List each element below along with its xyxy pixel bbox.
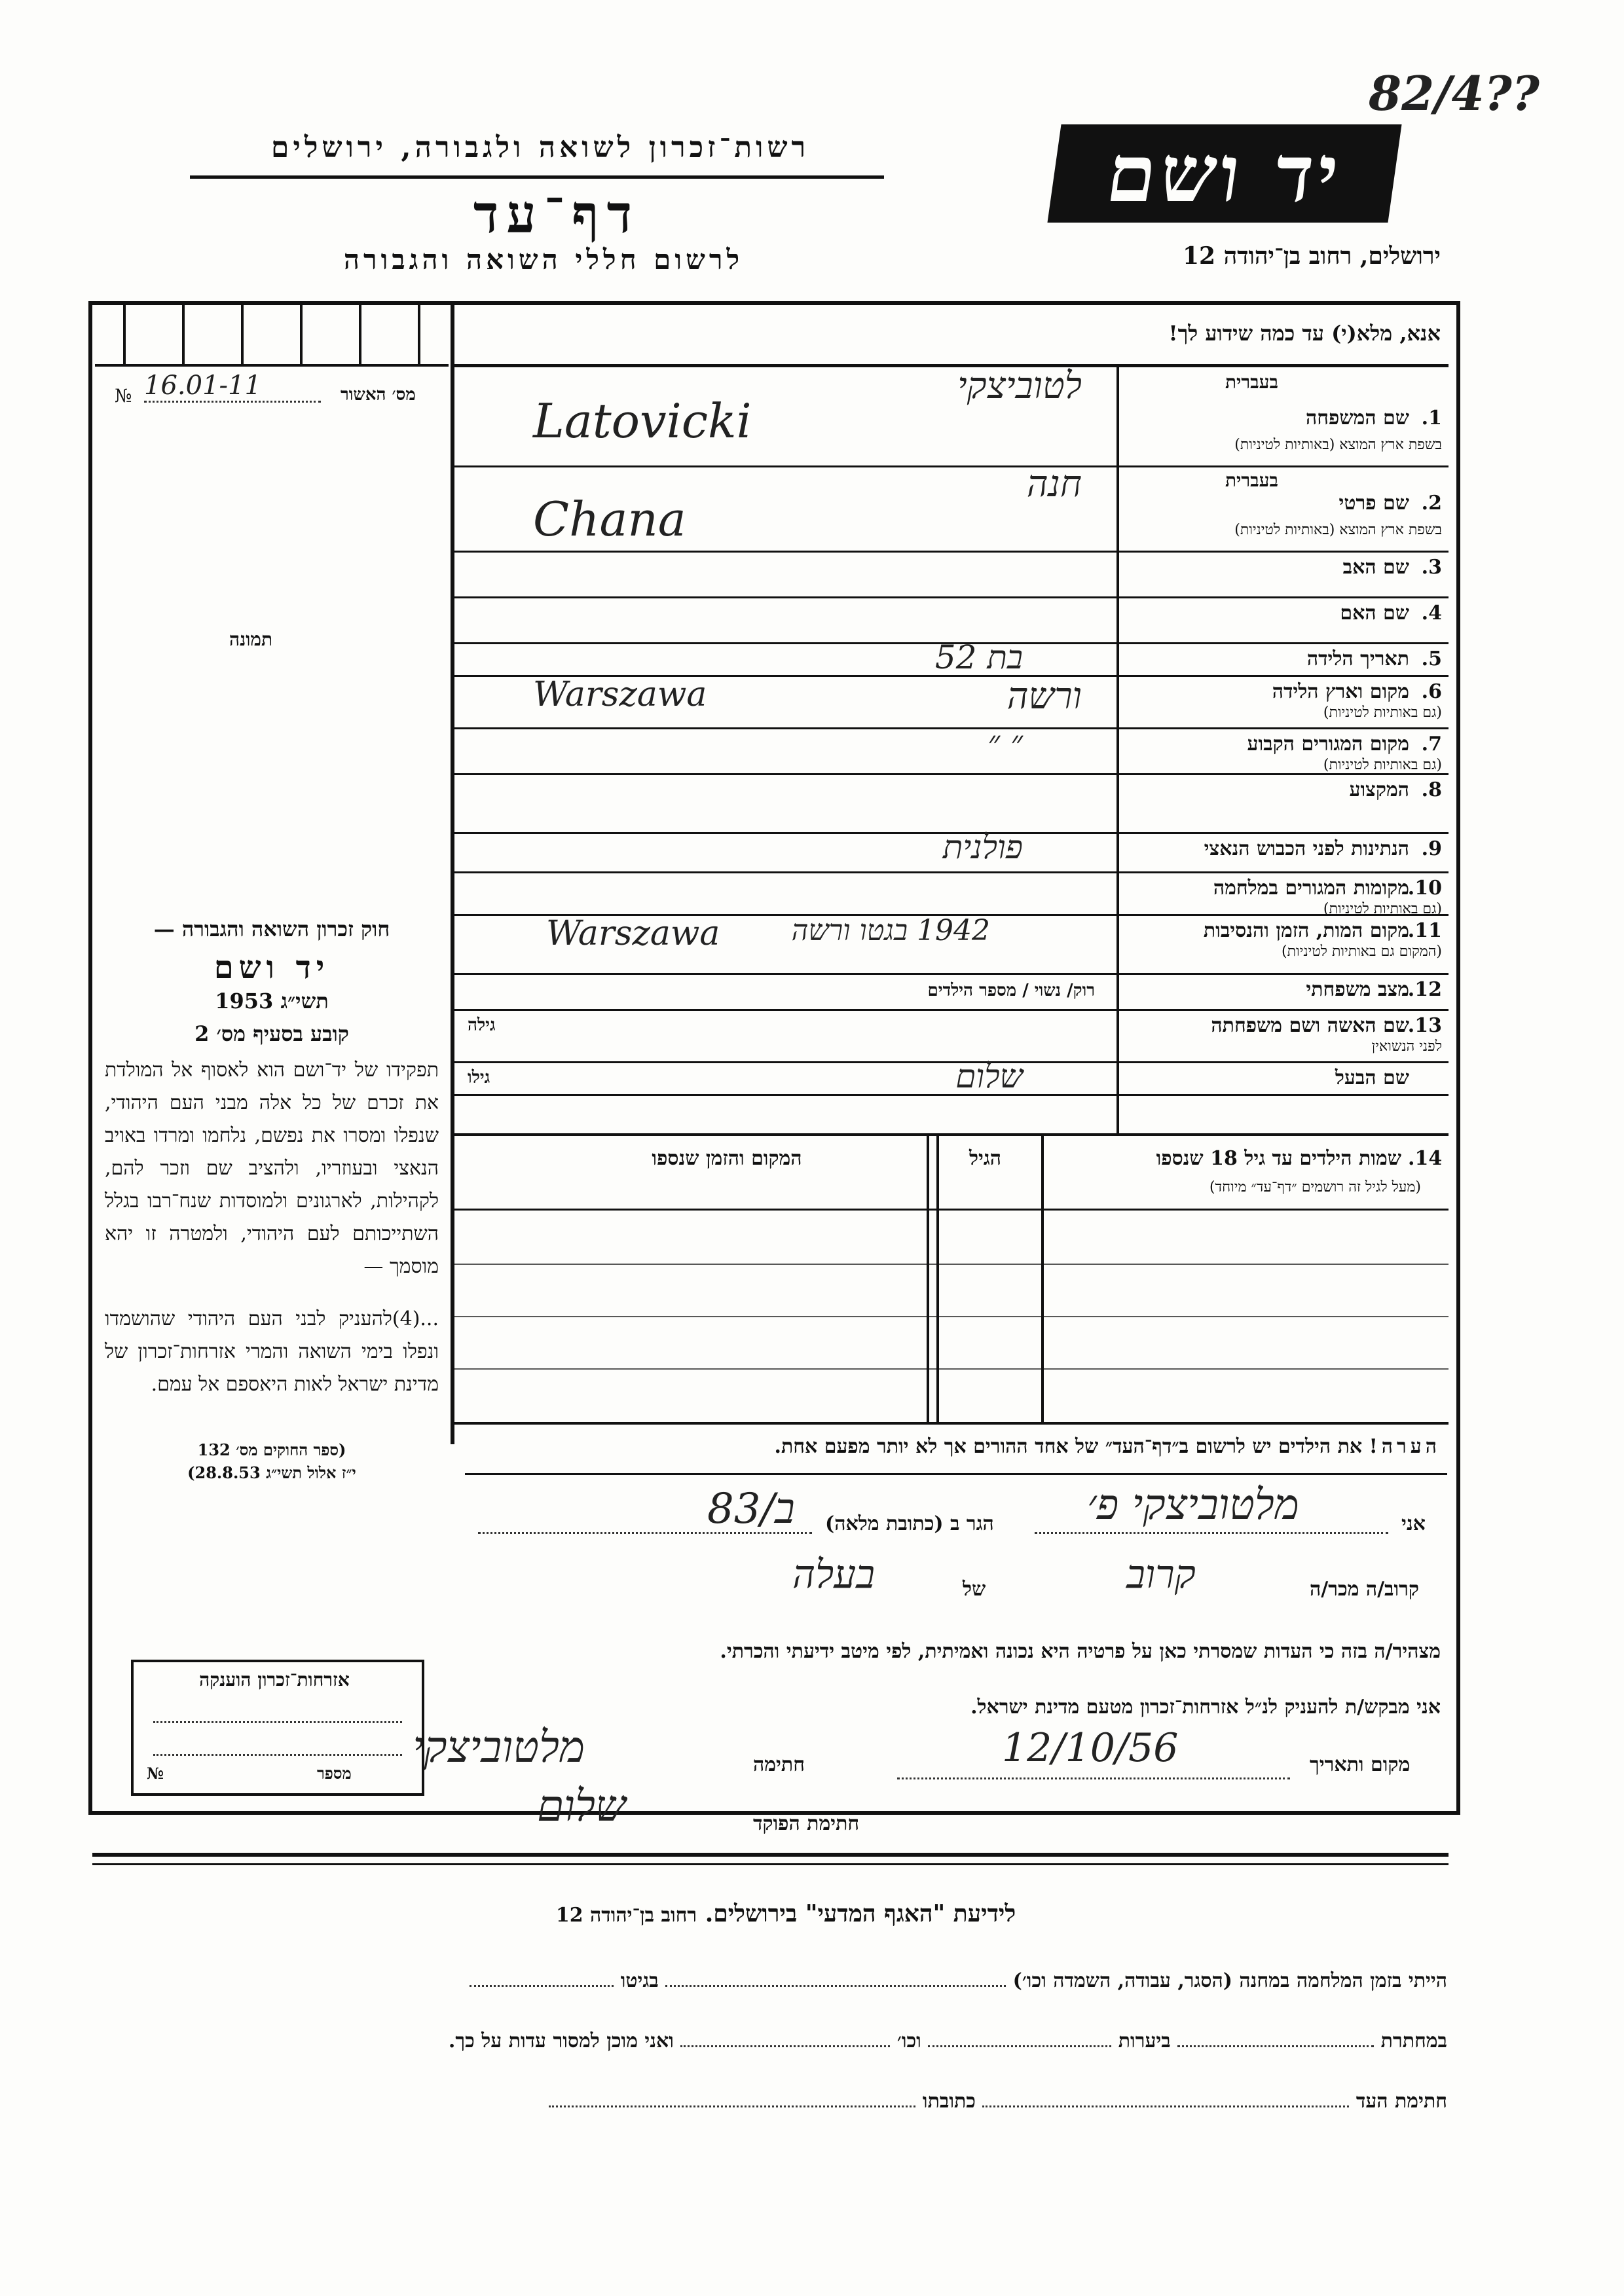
- law-source: (ספר החוקים מס׳ 132: [197, 1440, 346, 1459]
- children-row-1: [454, 1264, 1449, 1265]
- institute-title: לידיעת "האגף המדעי" בירושלים.: [705, 1900, 1016, 1927]
- field-label: מצב משפחתי: [1306, 978, 1409, 1001]
- registration-label: מס׳ האשור: [341, 385, 416, 405]
- field-row: [454, 638, 1449, 677]
- law-title: חוק זכרון השואה והגבורה —: [153, 917, 390, 941]
- institute-line-3: [92, 2090, 1447, 2113]
- institute-line-1: [92, 1969, 1447, 1992]
- decl-date-line: [897, 1777, 1290, 1779]
- field-label: שם האם: [1340, 602, 1409, 625]
- field-row: [454, 465, 1449, 553]
- field-num: 5.: [1421, 647, 1442, 670]
- field-sublabel: בשפת ארץ המוצא (באותיות לטיניות): [1234, 522, 1442, 538]
- citizenship-line-2: [153, 1754, 402, 1756]
- field-label: שם האב: [1342, 556, 1409, 579]
- children-row-3: [454, 1368, 1449, 1370]
- field-label: שם האשה ושם משפחתה: [1211, 1014, 1409, 1037]
- children-col-1: [1041, 1136, 1044, 1424]
- field-row: [454, 1009, 1449, 1063]
- children-bottom-line: [454, 1422, 1449, 1425]
- law-year: תשי״ג 1953: [215, 989, 329, 1013]
- age-label: גילו: [468, 1068, 490, 1087]
- law-text: תפקידו של יד־ושם הוא לאסוף אל המולדת את זכרם של כל אלה מבני העם היהודי, שנפלו ומסרו את נפשם, נלחמו ומרדו באויב הנאצי ובעוזריו, ולהציב שם וזכר להם, לקהילות, לארגונים ולמוסדות שנח־רבו בגלל השתייכותם לעם היהודי, ולמטרה זו יהא מוסמך —: [105, 1059, 439, 1278]
- institute-row: [393, 1900, 1179, 1927]
- children-age-header: הגיל: [969, 1147, 1002, 1170]
- institute-line-1-text: הייתי בזמן המלחמה במחנה (הסגר, עבודה, השמדה וכו׳): [1012, 1969, 1447, 1992]
- children-col-2b: [936, 1136, 939, 1424]
- witness-signature-label: חתימת העד: [1356, 2090, 1447, 2113]
- field-num: 11.: [1407, 919, 1442, 942]
- decl-ani-line: [1035, 1532, 1388, 1534]
- field-row: [454, 914, 1449, 975]
- field-row: [454, 1057, 1449, 1096]
- logo-text: יד ושם: [1101, 127, 1348, 220]
- field-sublabel: (גם באותיות לטיניות): [1323, 704, 1442, 721]
- children-place-header: המקום והזמן שנספו: [652, 1147, 802, 1170]
- citizenship-line-1: [153, 1721, 402, 1723]
- citizenship-num-prefix: №: [147, 1764, 164, 1783]
- note-bottom-line: [465, 1473, 1447, 1475]
- handwritten-latin: Warszawa: [546, 914, 720, 953]
- handwritten-hebrew: חנה: [1026, 463, 1082, 505]
- field-row: [454, 773, 1449, 834]
- photo-label: תמונה: [229, 629, 273, 650]
- children-row-2: [454, 1316, 1449, 1317]
- decl-ani: אני: [1401, 1512, 1426, 1535]
- bottom-double-line-1: [92, 1853, 1449, 1857]
- decl-officer-hand: שלום: [537, 1781, 626, 1831]
- law-source-2: י״ז אלול תשי״ג 28.8.53): [187, 1463, 356, 1482]
- decl-relative-hand: קרוב: [1126, 1552, 1196, 1597]
- field-sublabel: בשפת ארץ המוצא (באותיות לטיניות): [1234, 437, 1442, 453]
- decl-of-hand: בעלה: [792, 1552, 876, 1597]
- handwritten-hebrew: ורשה: [1006, 675, 1082, 718]
- field-label: מקום המות, הזמן והנסיבות: [1203, 919, 1409, 942]
- field-row: [454, 596, 1449, 644]
- children-top-line: [454, 1133, 1449, 1136]
- handwritten-hebrew: לטוביצקי: [957, 365, 1082, 407]
- age-label: גילה: [468, 1015, 496, 1035]
- field-sublabel: (גם באותיות לטיניות): [1323, 901, 1442, 917]
- checkbox-strip: [95, 305, 449, 367]
- law-name: יד ושם: [213, 949, 330, 986]
- children-col-2: [927, 1136, 929, 1424]
- field-row: [454, 871, 1449, 916]
- handwritten-latin: Chana: [533, 492, 686, 547]
- field-num: 9.: [1421, 837, 1442, 860]
- citizenship-title: אזרחות־זכרון הוענקה: [199, 1669, 350, 1690]
- field-label: מקום וארץ הלידה: [1272, 680, 1409, 703]
- handwritten-latin: Latovicki: [533, 393, 752, 448]
- citizenship-num-label: מספר: [317, 1764, 352, 1783]
- registration-prefix: №: [115, 385, 132, 407]
- institute-etc: וכו׳: [896, 2030, 921, 2052]
- institute-forests: ביערות: [1118, 2030, 1171, 2052]
- decl-place-date-label: מקום ותאריך: [1310, 1753, 1411, 1776]
- field-label: שם הבעל: [1335, 1066, 1409, 1089]
- field-sublabel: (המקום גם באותיות לטיניות): [1282, 943, 1442, 960]
- field-row: [454, 675, 1449, 729]
- bottom-double-line-2: [92, 1863, 1449, 1865]
- decl-officer-label: חתימת הפוקד: [753, 1812, 860, 1835]
- handwritten-hebrew: 1942 בגטו ורשה: [791, 914, 990, 947]
- instructions: אנא, מלא(י) עד כמה שידוע לך!: [1168, 321, 1441, 346]
- field-label: הנתינות לפני הכבוש הנאצי: [1204, 837, 1409, 860]
- decl-address-hand: 83/ב: [707, 1485, 795, 1533]
- children-num: 14.: [1408, 1147, 1443, 1170]
- decl-signature-label: חתימה: [753, 1753, 805, 1776]
- handwritten-value: פולנית: [942, 828, 1023, 866]
- field-num: 2.: [1421, 492, 1442, 515]
- address-heading: ירושלים, רחוב בן־יהודה 12: [1182, 242, 1441, 270]
- field-num: 1.: [1421, 407, 1442, 429]
- field-num: 3.: [1421, 556, 1442, 579]
- field-label: מקום המגורים הקבוע: [1247, 733, 1409, 756]
- law-clause: קובע בסעיף מס׳ 2: [194, 1021, 349, 1046]
- decl-of-label: של: [963, 1578, 986, 1601]
- handwritten-value: בת 52: [934, 638, 1023, 676]
- field-num: 4.: [1421, 602, 1442, 625]
- handwritten-value: שלום: [955, 1057, 1023, 1095]
- hebrew-tag: בעברית: [1225, 371, 1278, 393]
- field-row: [454, 723, 1449, 775]
- field-num: 8.: [1421, 778, 1442, 801]
- authority-underline: [190, 175, 884, 179]
- note-label: הערה!: [1369, 1435, 1441, 1458]
- field-label: שם המשפחה: [1305, 407, 1409, 429]
- handwritten-latin: Warszawa: [533, 675, 707, 714]
- decl-relative-label: קרוב/ה מכר/ה: [1310, 1578, 1419, 1601]
- field-num: 12.: [1407, 978, 1442, 1001]
- decl-statement: מצהיר/ה בזה כי העדות שמסרתי כאן על פרטיה היא נכונה ואמיתית, לפי מיטב ידיעתי והכרתי.: [720, 1640, 1441, 1663]
- form-title: דף־עד: [473, 183, 640, 245]
- institute-underground: במחתרת: [1380, 2030, 1447, 2052]
- note-row: [465, 1435, 1441, 1458]
- institute-line-1-end: בגיטו: [620, 1969, 659, 1992]
- field-row: [454, 973, 1449, 1011]
- note-text: את הילדים יש לרשום ב״דף־העד״ של אחד ההורים אך לא יותר מפעם אחת.: [774, 1435, 1363, 1458]
- decl-signature-hand: מלטוביצקי: [413, 1722, 585, 1772]
- archive-number: 82/4??: [1369, 65, 1540, 121]
- children-label: שמות הילדים עד גיל 18 שנספו: [1156, 1147, 1401, 1170]
- field-num: 10.: [1407, 877, 1442, 900]
- handwritten-value: ״ ״: [987, 723, 1023, 761]
- field-num: 7.: [1421, 733, 1442, 756]
- institute-address: רחוב בן־יהודה 12: [555, 1904, 697, 1927]
- marital-options: רוק/ נשוי / מספר הילדים: [927, 981, 1095, 1000]
- witness-address-label: כתובתו: [922, 2090, 976, 2113]
- field-num: 6.: [1421, 680, 1442, 703]
- registration-value: 16.01-11: [144, 371, 321, 403]
- citizenship-box: [131, 1660, 424, 1796]
- decl-request: אני מבקש/ת להעניק לנ״ל אזרחות־זכרון מטעם מדינת ישראל.: [970, 1696, 1441, 1719]
- institute-line-2: [92, 2030, 1447, 2052]
- form-subtitle: לרשום חללי השואה והגבורה: [343, 244, 744, 276]
- decl-address-line: [478, 1532, 812, 1534]
- children-header-line: [454, 1209, 1449, 1211]
- authority-heading: רשות־זכרון לשואה ולגבורה, ירושלים: [270, 131, 810, 164]
- field-num: 13.: [1407, 1014, 1442, 1037]
- field-label: תאריך הלידה: [1306, 647, 1409, 670]
- decl-ani-hand: מלטוביצקי פ׳: [1087, 1481, 1299, 1529]
- field-label: מקומות המגורים במלחמה: [1213, 877, 1409, 900]
- field-row: [454, 828, 1449, 873]
- institute-ready: ואני מוכן למסור עדות על כך.: [448, 2030, 674, 2052]
- field-sublabel: לפני הנשואין: [1371, 1038, 1442, 1055]
- field-row: [454, 367, 1449, 467]
- field-label: המקצוע: [1349, 778, 1409, 801]
- hebrew-tag: בעברית: [1225, 469, 1278, 491]
- field-label: שם פרטי: [1338, 492, 1409, 515]
- yad-vashem-logo: [1047, 124, 1401, 223]
- law-text-2: ...(4)להעניק לבני העם היהודי שהושמדו ונפלו בימי השואה והמרי אזרחות־זכרון של מדינת ישראל לאות היאספם אל עמם.: [105, 1307, 439, 1396]
- decl-resides: הגר ב (כתובת מלאה): [825, 1512, 994, 1535]
- decl-date-hand: 12/10/56: [1002, 1725, 1179, 1771]
- field-sublabel: (גם באותיות לטיניות): [1323, 757, 1442, 773]
- children-sub: (מעל לגיל זה רושמים ״דף־עד״ מיוחד): [1209, 1179, 1421, 1195]
- field-row: [454, 551, 1449, 598]
